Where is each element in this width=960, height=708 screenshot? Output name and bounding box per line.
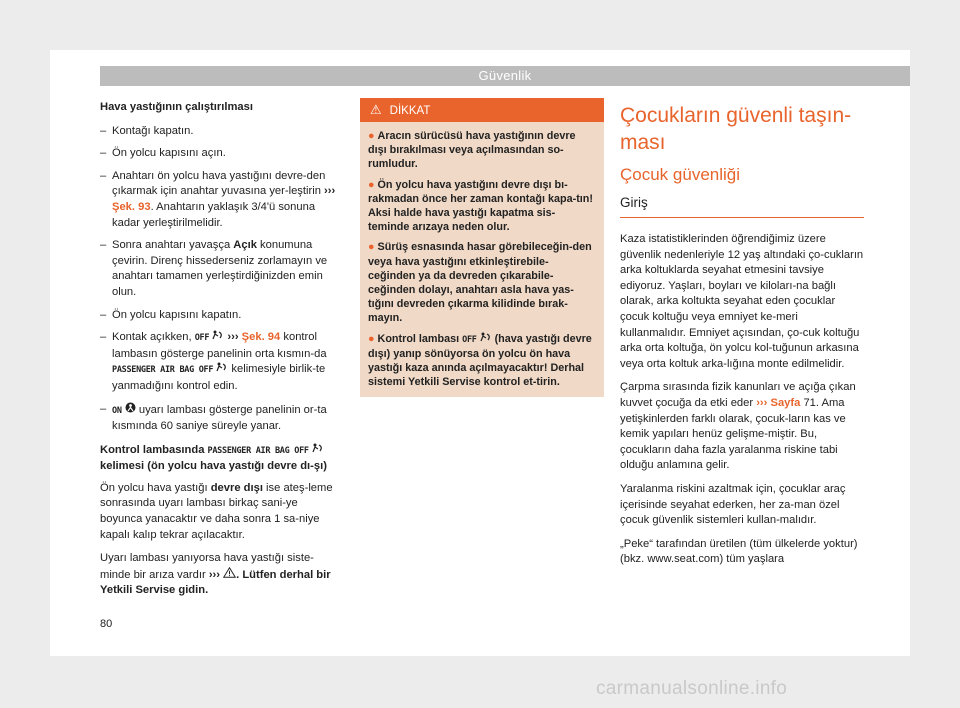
- page-number: 80: [100, 618, 113, 630]
- warning-triangle-icon: [223, 567, 236, 578]
- list-item: – Anahtarı ön yolcu hava yastığını devre-den çıkarmak için anahtar yuvasına yer-leştirin ››› Şek. 93. Anahtarın yaklaşık 3/4'ü sonuna kadar yerleştirilmelidir.: [100, 169, 342, 231]
- list-item: ● Sürüş esnasında hasar görebileceğin-den veya hava yastığını etkinleştirebile-ceğinden ya da devreden çıkarabile-ceğinden dolayı, anahtarı asla hava yas-tığını devreden çıkarma kilidinde bırak-mayın.: [368, 241, 592, 325]
- page-header: Güvenlik: [100, 66, 910, 86]
- bullet-icon: ●: [368, 178, 375, 191]
- figure-link[interactable]: Şek. 93: [112, 200, 151, 213]
- list-item: – Ön yolcu kapısını açın.: [100, 146, 342, 162]
- list-item: – Kontak açıkken, OFF ››› Şek. 94 kontrol lambasın gösterge panelinin orta kısmın-da PASSENGER AIR BAG OFF kelimesiyle birlik-te yanmadığını kontrol edin.: [100, 330, 342, 394]
- list-item: ● Aracın sürücüsü hava yastığının devre dışı bırakılması veya açılmasından so-rumludur.: [368, 130, 576, 171]
- indicator-off: OFF: [194, 333, 210, 344]
- paragraph: Ön yolcu hava yastığı devre dışı ise ateş-leme sonrasında uyarı lambası birkaç sani-ye boyunca yanacaktır ve daha sonra 1 sa-niye kapalı kalıp tekrar açılacaktır.: [100, 481, 333, 541]
- watermark: carmanualsonline.info: [596, 678, 788, 699]
- seatbelt-icon: [125, 402, 136, 413]
- paragraph: Çarpma sırasında fizik kanunları ve açığa çıkan kuvvet çocuğa da etki eder ››› Sayfa 71. Ama yetişkinlerden farklı olarak, çocuk-ların kas ve kemik yapıları henüz gelişme-miştir. Bu, çocukların daha fazla yaralanma riskine tabi olduğu anlamına gelir.: [620, 381, 856, 472]
- indicator-on: ON: [112, 405, 122, 416]
- paragraph: Kaza istatistiklerinden öğrendiğimiz üzere güvenlik nedenleriyle 12 yaş altındaki ço-cukların arka koltuklarda seyahat etmesini tavsiye ediyoruz. Yaşları, boyları ve kiloları-na bağlı olarak, arka koltukta seyahat eden çocuklar çocuk koltuğu veya emniyet ke-meri kullanmalıdır. Emniyet açısından, ço-cuk koltuğu arka orta koltuğa, ön yolcu kol-tuğunun arkasına veya orta koltuk arka-lığına monte edilmelidir.: [620, 233, 864, 370]
- bullet-icon: ●: [368, 241, 375, 254]
- section-title: Hava yastığının çalıştırılması: [100, 101, 253, 113]
- warning-header: [360, 98, 604, 122]
- manual-page: [50, 50, 910, 656]
- list-item: ● Ön yolcu hava yastığını devre dışı bı-rakmadan önce her zaman kontağı kapa-tın! Aksi halde hava yastığı kapatma sis-teminde arızaya neden olur.: [368, 178, 593, 234]
- airbag-icon: [212, 330, 224, 340]
- column-right: [620, 102, 864, 576]
- warning-triangle-icon: ⚠: [370, 102, 382, 117]
- figure-link[interactable]: Şek. 94: [238, 331, 281, 344]
- paragraph: „Peke“ tarafından üretilen (tüm ülkelerde yoktur) (bkz. www.seat.com) tüm yaşlara: [620, 537, 858, 566]
- list-item: – Sonra anahtarı yavaşça Açık konumuna çevirin. Direnç hissederseniz zorlamayın ve anahtarı tamamen yerleştirdiğinizden emin olun.: [100, 238, 342, 300]
- indicator-passenger-airbag-off: PASSENGER AIR BAG OFF: [112, 365, 214, 376]
- paragraph: Uyarı lambası yanıyorsa hava yastığı siste-minde bir arıza vardır ››› . Lütfen derhal bir Yetkili Servise gidin.: [100, 552, 331, 597]
- steps-list: [100, 124, 342, 435]
- chapter-title: Çocukların güvenli taşın-ması: [620, 104, 852, 154]
- page-link[interactable]: ››› Sayfa: [756, 396, 801, 409]
- bullet-icon: ●: [368, 130, 375, 142]
- list-item: – Kontağı kapatın.: [100, 124, 342, 140]
- bullet-icon: ●: [368, 332, 375, 345]
- column-left: [100, 100, 342, 607]
- airbag-icon: [216, 362, 228, 372]
- indicator-passenger-airbag-off: PASSENGER AIR BAG OFF: [207, 445, 309, 456]
- indicator-off: OFF: [462, 334, 477, 345]
- warning-box: [360, 98, 604, 397]
- warning-title: DİKKAT: [389, 105, 431, 117]
- list-item: ● Kontrol lambası OFF (hava yastığı devre dışı) yanıp sönüyorsa ön yolcu ön hava yastığı kaza anında açılmayacaktır! Derhal sistemi Yetkili Servise kontrol et-tirin.: [368, 332, 592, 389]
- warning-body: [360, 122, 604, 397]
- arrows: ›››: [324, 185, 336, 198]
- section-title: Kontrol lambasında PASSENGER AIR BAG OFF kelimesi (ön yolcu hava yastığı devre dı-şı): [100, 443, 327, 473]
- airbag-icon: [480, 332, 492, 342]
- section-title: Çocuk güvenliği: [620, 165, 741, 184]
- subsection-title: Giriş: [620, 194, 864, 218]
- airbag-icon: [312, 443, 324, 453]
- paragraph: Yaralanma riskini azaltmak için, çocuklar araç içerisinde seyahat ederken, her za-man özel çocuk güvenlik sistemleri kullan-malıdır.: [620, 482, 846, 527]
- list-item: – Ön yolcu kapısını kapatın.: [100, 308, 342, 324]
- list-item: – ON uyarı lambası gösterge panelinin or-ta kısmında 60 saniye süreyle yanar.: [100, 402, 342, 435]
